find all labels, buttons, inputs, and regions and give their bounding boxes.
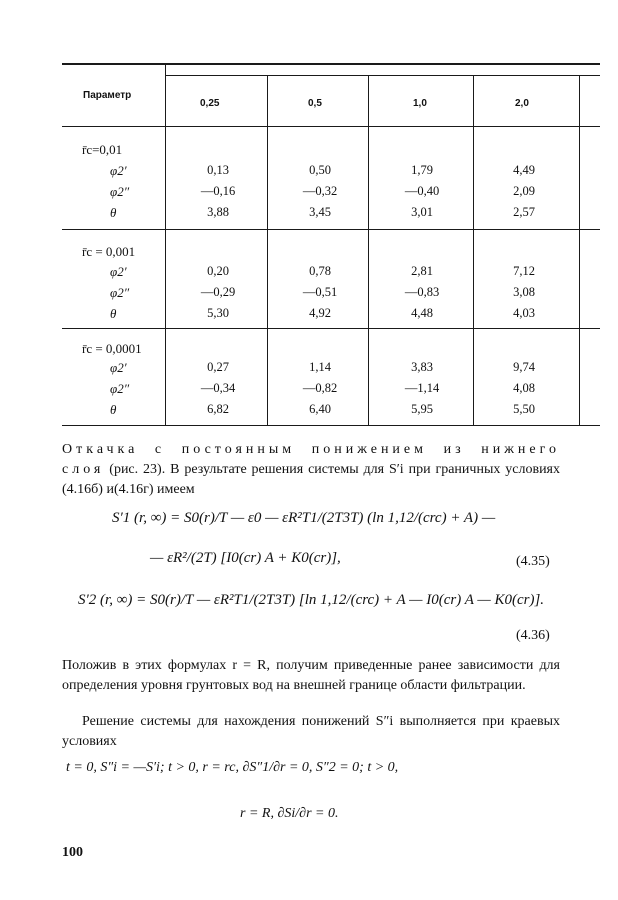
table-cell: 4,49: [513, 163, 535, 177]
table-cell: 3,45: [309, 205, 331, 219]
conditions-line1: t = 0, S″i = —S′i; t > 0, r = rc, ∂S″1/∂r = 0, S″2 = 0; t > 0,: [66, 760, 399, 775]
row-label: φ2′: [110, 163, 127, 178]
table-cell: 0,27: [207, 360, 229, 374]
table-cell: 4,08: [513, 381, 535, 395]
table-cell: 6,40: [309, 402, 331, 416]
table-col-divider: [473, 75, 474, 426]
table-header-bottom-rule: [62, 126, 600, 127]
table-cell: —0,82: [302, 381, 338, 395]
page-number: 100: [62, 845, 83, 860]
table-cell: 5,95: [411, 402, 433, 416]
table-col-divider: [267, 75, 268, 426]
table-cell: 0,20: [207, 264, 229, 278]
table-cell: 0,50: [309, 163, 331, 177]
col-header: 1,0: [413, 98, 427, 109]
table-cell: 3,01: [411, 205, 433, 219]
equation-number: (4.36): [516, 628, 550, 643]
col-header: 0,5: [308, 98, 322, 109]
equation-4-35-line1: S′1 (r, ∞) = S0(r)/T — ε0 — εR²T1/(2T3T) (ln 1,12/(crc) + A) —: [112, 510, 496, 526]
table-cell: 3,08: [513, 285, 535, 299]
table-cell: 2,09: [513, 184, 535, 198]
table-cell: —0,83: [404, 285, 440, 299]
table-cell: 3,88: [207, 205, 229, 219]
row-label: θ: [110, 205, 117, 220]
table-cell: 2,81: [411, 264, 433, 278]
table-cell: —0,16: [200, 184, 236, 198]
col-header: 0,25: [200, 98, 220, 109]
table-cell: 5,30: [207, 306, 229, 320]
group-label: r̄c = 0,001: [82, 244, 136, 259]
table-cell: —0,40: [404, 184, 440, 198]
table-cell: 3,83: [411, 360, 433, 374]
row-label: φ2″: [110, 285, 130, 300]
paragraph-result: Положив в этих формулах r = R, получим приведенные ранее зависимости для определения уровня грунтовых вод на внешней границе области фильтрации.: [62, 658, 560, 693]
paragraph-boundary: Решение системы для нахождения понижений S″i выполняется при краевых условиях: [62, 714, 560, 749]
group-label: r̄c=0,01: [82, 142, 123, 157]
col-header: 2,0: [515, 98, 529, 109]
table-cell: 0,13: [207, 163, 229, 177]
table-col-divider: [579, 75, 580, 426]
row-label: θ: [110, 402, 117, 417]
param-header: Параметр: [83, 90, 132, 101]
table-cell: —0,34: [200, 381, 236, 395]
table-cell: 9,74: [513, 360, 535, 374]
table-group-divider-2: [62, 328, 600, 329]
table-top-rule: [62, 63, 600, 65]
table-group-divider-1: [62, 229, 600, 230]
table-cell: —0,29: [200, 285, 236, 299]
equation-number: (4.35): [516, 554, 550, 569]
table-cell: —0,51: [302, 285, 338, 299]
table-header-subrule: [165, 75, 600, 76]
paragraph-pumping: [62, 440, 560, 500]
row-label: φ2″: [110, 381, 130, 396]
table-cell: 4,92: [309, 306, 331, 320]
table-bottom-rule: [62, 425, 600, 426]
table-cell: —0,32: [302, 184, 338, 198]
table-cell: 5,50: [513, 402, 535, 416]
paragraph-spaced-heading: Откачка с постоянным понижением из нижнего слоя: [62, 442, 560, 477]
table-cell: 7,12: [513, 264, 535, 278]
table-cell: 1,14: [309, 360, 331, 374]
table-cell: —1,14: [404, 381, 440, 395]
table-cell: 1,79: [411, 163, 433, 177]
table-cell: 2,57: [513, 205, 535, 219]
row-label: φ2″: [110, 184, 130, 199]
table-cell: 0,78: [309, 264, 331, 278]
equation-4-36-line1: S′2 (r, ∞) = S0(r)/T — εR²T1/(2T3T) [ln 1,12/(crc) + A — I0(cr) A — K0(cr)].: [78, 592, 545, 608]
table-cell: 4,03: [513, 306, 535, 320]
row-label: φ2′: [110, 360, 127, 375]
table-cell: 6,82: [207, 402, 229, 416]
row-label: θ: [110, 306, 117, 321]
conditions-line2: r = R, ∂Si/∂r = 0.: [240, 806, 339, 821]
equation-4-35-line2: — εR²/(2T) [I0(cr) A + K0(cr)],: [150, 550, 341, 566]
table-col-divider: [368, 75, 369, 426]
row-label: φ2′: [110, 264, 127, 279]
table-cell: 4,48: [411, 306, 433, 320]
table-col-divider: [165, 63, 166, 426]
paragraph-body: (рис. 23). В результате решения системы для S′i при граничных условиях (4.16б) и(4.16г) имеем: [62, 462, 561, 497]
group-label: r̄c = 0,0001: [82, 341, 142, 356]
